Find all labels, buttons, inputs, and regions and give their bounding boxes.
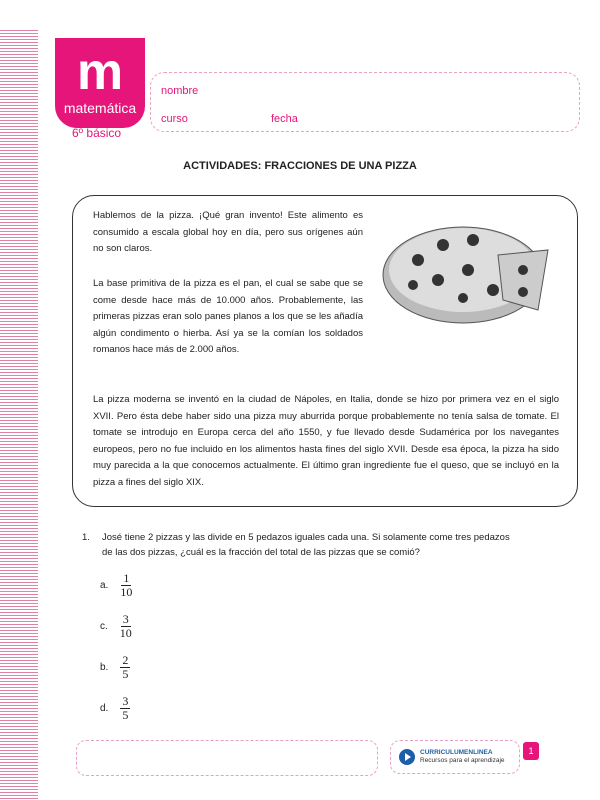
option-letter: d. [100,703,109,714]
date-field-label: fecha [271,113,298,125]
brand-play-icon [399,749,415,765]
logo-letter: m [76,43,124,101]
subject-logo [55,38,145,128]
reading-paragraph: Hablemos de la pizza. ¡Qué gran invento! Este alimento es consumido a escala global hoy en día, pero sus orígenes aún no son claros. [93,210,363,254]
option-b[interactable] [100,654,130,681]
option-letter: b. [100,662,109,673]
grade-label: 6º básico [72,126,122,140]
fraction: $\frac{3}{5}$ [122,694,129,722]
course-field-label: curso [161,113,188,125]
option-d[interactable] [100,695,130,722]
question-text: José tiene 2 pizzas y las divide en 5 pedazos iguales cada una. Si solamente come tres pedazos de las dos pizzas, ¿cuál es la fracción del total de las pizzas que se comió? [102,532,510,558]
student-info-box[interactable] [150,72,580,132]
fraction: $\frac{2}{5}$ [122,653,129,681]
footer-box [76,740,378,776]
subject-label: matemática [63,100,137,116]
reading-paragraph: La base primitiva de la pizza es el pan, el cual se sabe que se come desde hace más de 10.000 años. Probablemente, las primeras pizzas eran solo panes planos a los que se les añadía algún condimento o hierba. Así ya se la comían los soldados romanos hace más de 2.000 años. [93,278,363,355]
reading-box [72,195,578,507]
footer-brand [390,740,520,774]
fraction: $\frac{3}{10}$ [119,612,132,640]
decorative-edge [0,30,38,800]
option-letter: c. [100,621,108,632]
brand-name: CURRICULUMENLINEA [420,749,493,756]
page-number: 1 [523,742,539,760]
option-a[interactable] [100,572,132,599]
question-1 [82,530,510,560]
option-letter: a. [100,580,109,591]
fraction: $\frac{1}{10}$ [120,571,133,599]
question-number: 1. [82,532,90,543]
page-title: ACTIVIDADES: FRACCIONES DE UNA PIZZA [183,160,417,172]
name-field-label: nombre [161,85,199,97]
option-c[interactable] [100,613,132,640]
brand-subtitle: Recursos para el aprendizaje [420,757,505,764]
reading-paragraph: La pizza moderna se inventó en la ciudad de Nápoles, en Italia, donde se hizo por primera vez en el siglo XVII. Pero ésta debe haber sido una pizza muy aburrida porque probablemente no tenía salsa de tomate. El tomate se introdujo en Europa cerca del año 1550, y fue llevado desde Sudamérica por los navegantes europeos, pero no fue incluido en los alimentos hasta fines del siglo XVII. Desde esa época, la pizza ha sido muy parecida a la que conocemos actualmente. El último gran ingrediente fue el queso, que se incluyó en la pizza a fines del siglo XIX. [93,394,559,488]
pizza-image [378,210,558,330]
